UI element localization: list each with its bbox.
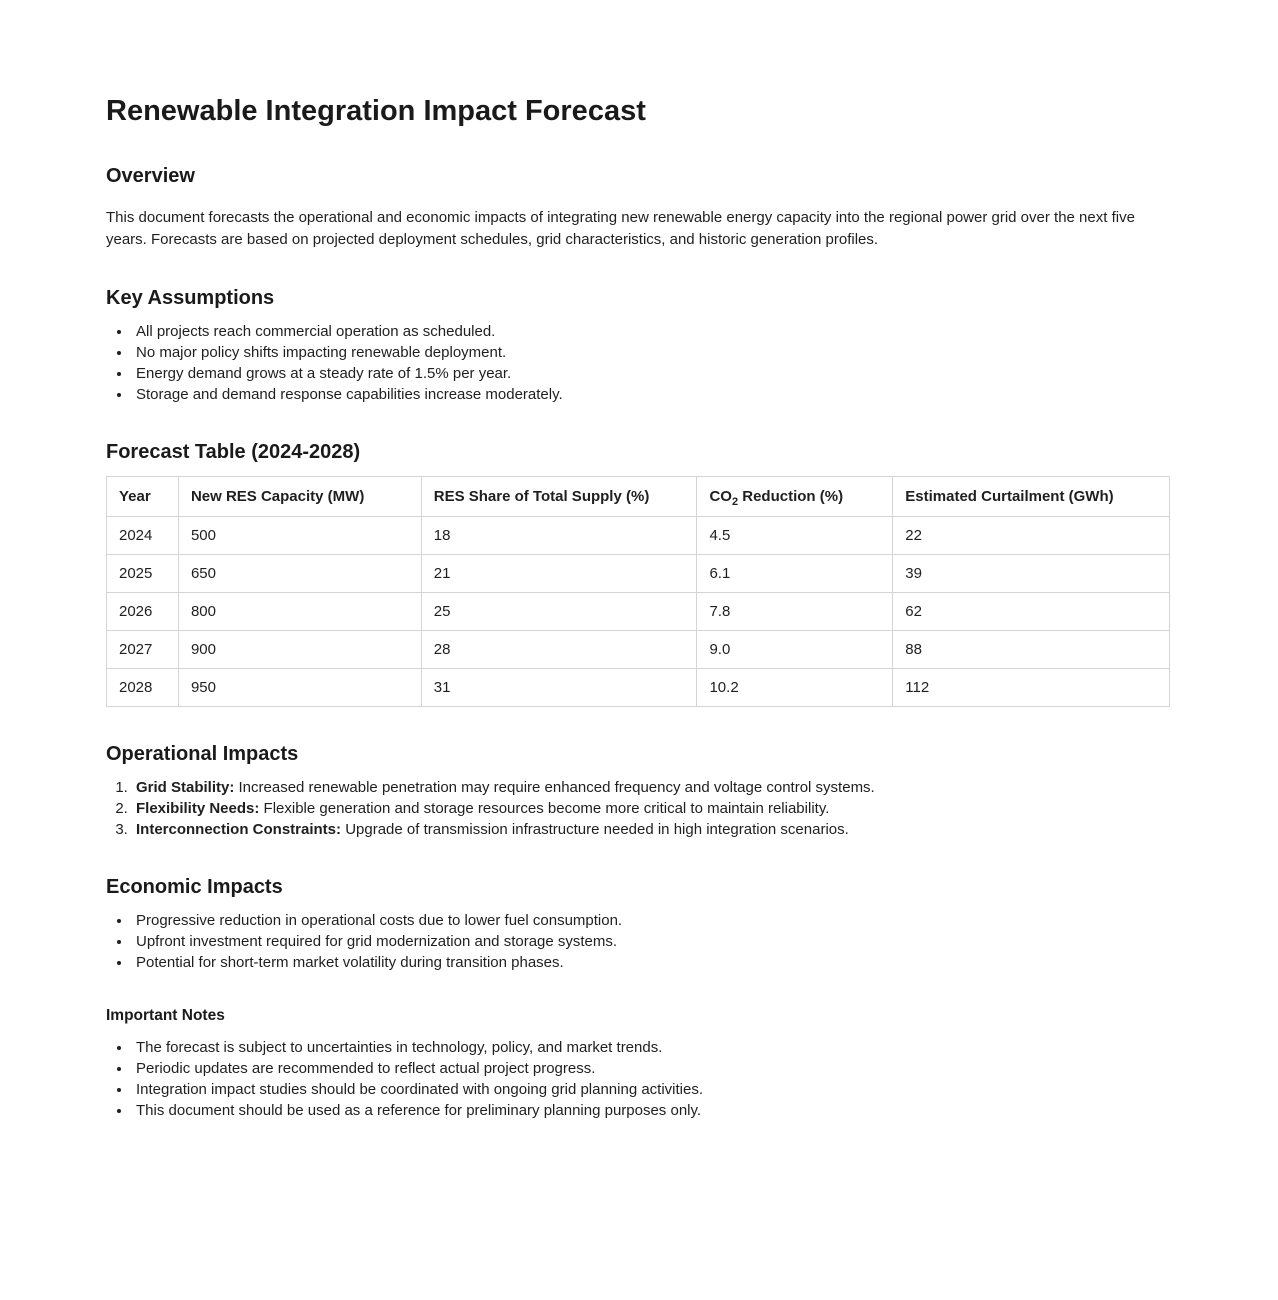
table-cell: 18 bbox=[421, 517, 697, 555]
table-header-year: Year bbox=[107, 477, 179, 517]
table-header-capacity: New RES Capacity (MW) bbox=[178, 477, 421, 517]
list-item bbox=[132, 777, 1170, 798]
table-header-co2 bbox=[697, 477, 893, 517]
item-text: Flexible generation and storage resources become more critical to maintain reliability. bbox=[263, 800, 830, 817]
item-text: Increased renewable penetration may require enhanced frequency and voltage control systems. bbox=[238, 779, 875, 796]
table-cell: 2027 bbox=[107, 631, 179, 669]
overview-paragraph: This document forecasts the operational and economic impacts of integrating new renewable energy capacity into the regional power grid over the next five years. Forecasts are based on projected deployment schedules, grid characteristics, and historic generation profiles. bbox=[106, 209, 1135, 248]
list-item: • This document should be used as a reference for preliminary planning purposes only. bbox=[132, 1100, 1170, 1121]
table-row bbox=[107, 669, 1170, 707]
table-cell: 2028 bbox=[107, 669, 179, 707]
table-cell: 112 bbox=[893, 669, 1170, 707]
table-cell: 62 bbox=[893, 593, 1170, 631]
table-cell: 650 bbox=[178, 555, 421, 593]
table-cell: 2024 bbox=[107, 517, 179, 555]
list-item: • Energy demand grows at a steady rate of 1.5% per year. bbox=[132, 363, 1170, 384]
table-row bbox=[107, 631, 1170, 669]
table-cell: 2025 bbox=[107, 555, 179, 593]
economic-impacts-list bbox=[106, 910, 1170, 973]
forecast-table-heading: Forecast Table (2024-2028) bbox=[106, 441, 361, 463]
list-item: • The forecast is subject to uncertainties in technology, policy, and market trends. bbox=[132, 1037, 1170, 1058]
table-cell: 2026 bbox=[107, 593, 179, 631]
table-cell: 31 bbox=[421, 669, 697, 707]
co2-prefix: CO bbox=[709, 488, 732, 505]
table-row bbox=[107, 555, 1170, 593]
table-cell: 39 bbox=[893, 555, 1170, 593]
important-notes-heading: Important Notes bbox=[106, 1007, 225, 1024]
list-item: • No major policy shifts impacting renewable deployment. bbox=[132, 342, 1170, 363]
operational-impacts-list bbox=[106, 777, 1170, 840]
forecast-table bbox=[106, 476, 1170, 707]
item-text: Upgrade of transmission infrastructure needed in high integration scenarios. bbox=[345, 821, 849, 838]
overview-heading: Overview bbox=[106, 165, 195, 187]
list-item bbox=[132, 798, 1170, 819]
co2-subscript: 2 bbox=[731, 496, 739, 508]
list-item bbox=[132, 819, 1170, 840]
table-header-share: RES Share of Total Supply (%) bbox=[421, 477, 697, 517]
economic-impacts-heading: Economic Impacts bbox=[106, 876, 283, 898]
list-item: • Potential for short-term market volatility during transition phases. bbox=[132, 952, 1170, 973]
table-cell: 25 bbox=[421, 593, 697, 631]
table-cell: 22 bbox=[893, 517, 1170, 555]
table-cell: 7.8 bbox=[697, 593, 893, 631]
table-cell: 88 bbox=[893, 631, 1170, 669]
table-cell: 6.1 bbox=[697, 555, 893, 593]
important-notes-list bbox=[106, 1037, 1170, 1121]
list-item: • Progressive reduction in operational costs due to lower fuel consumption. bbox=[132, 910, 1170, 931]
list-item: • Periodic updates are recommended to reflect actual project progress. bbox=[132, 1058, 1170, 1079]
list-item: • Storage and demand response capabilities increase moderately. bbox=[132, 384, 1170, 405]
table-cell: 21 bbox=[421, 555, 697, 593]
item-label: Interconnection Constraints: bbox=[136, 821, 342, 838]
table-header-row bbox=[107, 477, 1170, 517]
table-cell: 950 bbox=[178, 669, 421, 707]
operational-impacts-heading: Operational Impacts bbox=[106, 743, 299, 765]
key-assumptions-list bbox=[106, 321, 1170, 405]
table-header-curtailment: Estimated Curtailment (GWh) bbox=[893, 477, 1170, 517]
table-cell: 500 bbox=[178, 517, 421, 555]
table-row bbox=[107, 517, 1170, 555]
table-cell: 9.0 bbox=[697, 631, 893, 669]
table-cell: 4.5 bbox=[697, 517, 893, 555]
table-row bbox=[107, 593, 1170, 631]
key-assumptions-heading: Key Assumptions bbox=[106, 287, 275, 309]
table-cell: 28 bbox=[421, 631, 697, 669]
table-cell: 10.2 bbox=[697, 669, 893, 707]
table-cell: 800 bbox=[178, 593, 421, 631]
list-item: • Integration impact studies should be coordinated with ongoing grid planning activities. bbox=[132, 1079, 1170, 1100]
table-cell: 900 bbox=[178, 631, 421, 669]
co2-suffix: Reduction (%) bbox=[738, 488, 844, 505]
list-item: • All projects reach commercial operation as scheduled. bbox=[132, 321, 1170, 342]
page-title: Renewable Integration Impact Forecast bbox=[106, 95, 646, 127]
item-label: Flexibility Needs: bbox=[136, 800, 260, 817]
item-label: Grid Stability: bbox=[136, 779, 235, 796]
list-item: • Upfront investment required for grid modernization and storage systems. bbox=[132, 931, 1170, 952]
